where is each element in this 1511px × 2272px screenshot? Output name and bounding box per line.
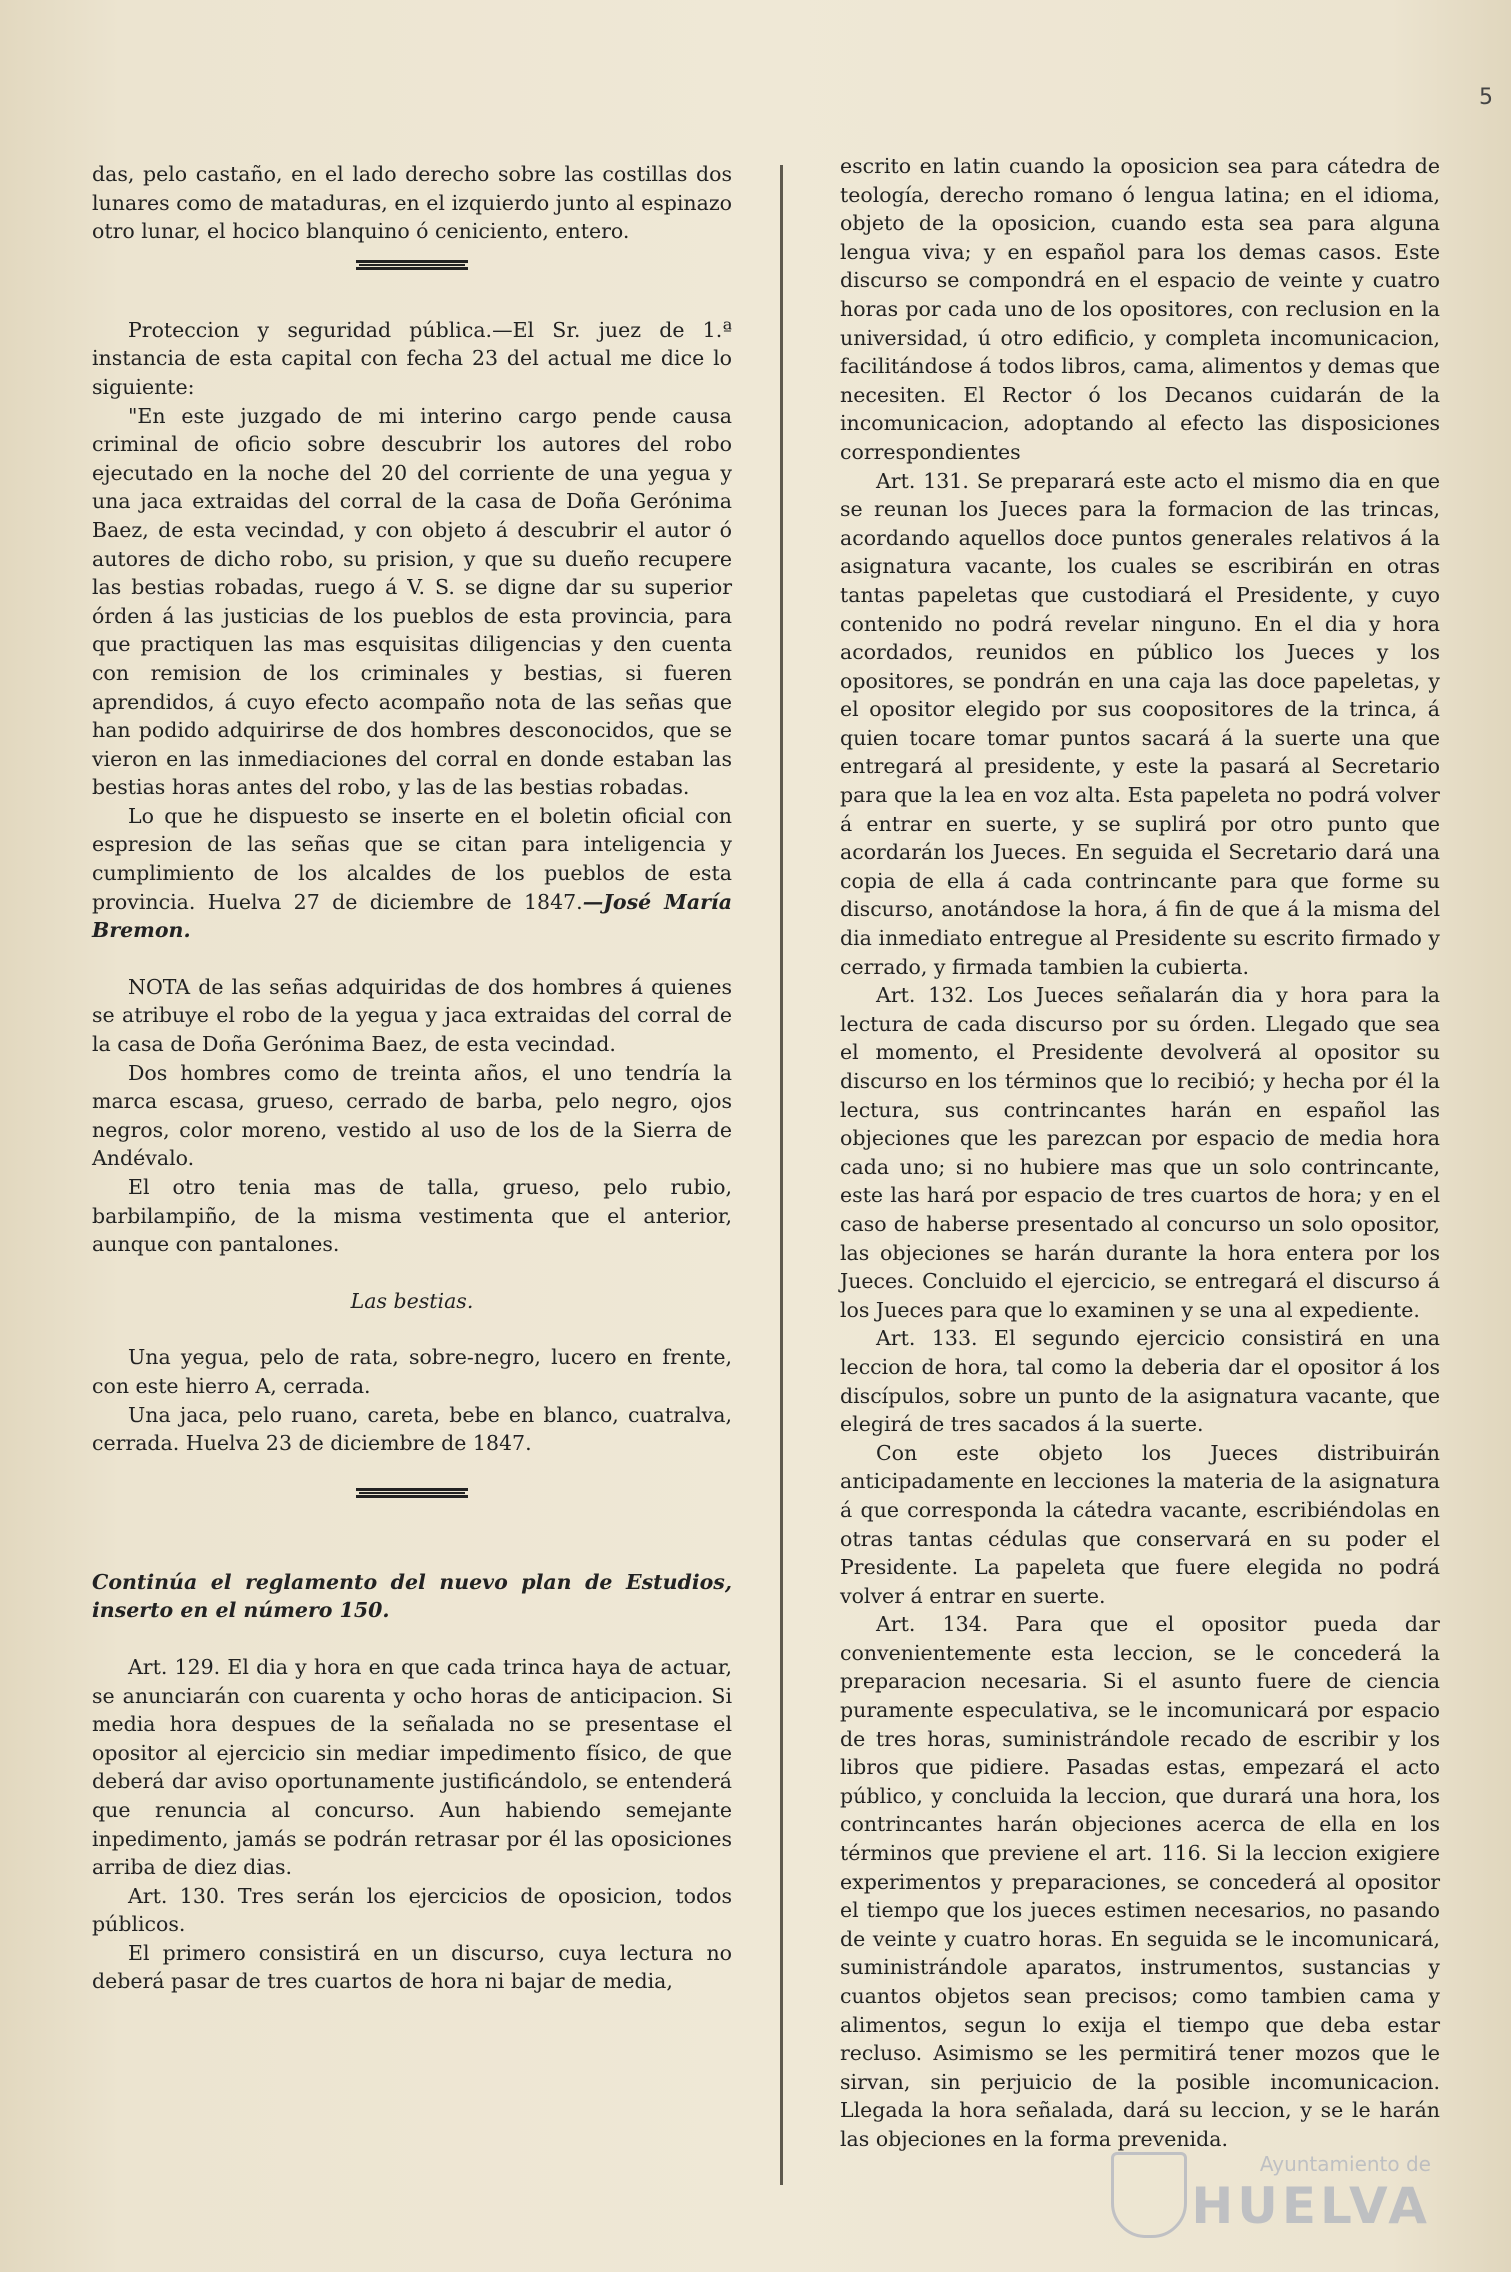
signature: —José María Bremon. bbox=[92, 889, 732, 943]
art130-number: Art. 130. bbox=[128, 1883, 226, 1908]
continuation-paragraph: escrito en latin cuando la oposicion sea para cátedra de teología, derecho romano ó lengua latina; en el idioma, objeto de la oposicion, cuando esta sea para alguna lengua viva; y en español para los demas casos. Este discurso se compondrá en el espacio de veinte y cuatro horas por cada uno de los opositores, con reclusion en la universidad, ú otro edificio, y completa incomunicacion, facilitándose á todos libros, cama, alimentos y demas que necesiten. El Rector ó los Decanos cuidarán de la incomunicacion, adoptando al efecto las disposiciones correspondientes bbox=[840, 154, 1440, 464]
nota-paragraph: NOTA de las señas adquiridas de dos hombres á quienes se atribuye el robo de la yegua y jaca extraidas del corral de la casa de Doña Gerónima Baez, de esta vecindad. bbox=[92, 974, 732, 1057]
shield-icon bbox=[1111, 2152, 1187, 2238]
quote-paragraph: "En este juzgado de mi interino cargo pende causa criminal de oficio sobre descubrir los autores del robo ejecutado en la noche del 20 del corriente de una yegua y una jaca extraidas del corral de la casa de Doña Gerónima Baez, de esta vecindad, y con objeto á descubrir el autor ó autores de dicho robo, su prision, y que su dueño recupere las bestias robadas, ruego á V. S. se digne dar su superior órden á las justicias de los pueblos de esta provincia, para que practiquen las mas esquisitas diligencias y den cuenta con remision de los criminales y bestias, si fueren aprendidos, á cuyo efecto acompaño nota de las señas que han podido adquirirse de dos hombres desconocidos, que se vieron en las inmediaciones del corral en donde estaban las bestias horas antes del robo, y las de las bestias robadas. bbox=[92, 403, 732, 800]
jaca-paragraph: Una jaca, pelo ruano, careta, bebe en blanco, cuatralva, cerrada. Huelva 23 de diciembre de 1847. bbox=[92, 1402, 732, 1456]
art133-number: Art. 133. bbox=[876, 1326, 978, 1351]
intro-paragraph: das, pelo castaño, en el lado derecho sobre las costillas dos lunares como de mataduras, en el izquierdo junto al espinazo otro lunar, el hocico blanquino ó ceniciento, entero. bbox=[92, 162, 732, 244]
art133-paragraph bbox=[840, 1324, 1440, 1438]
proteccion-paragraph bbox=[92, 316, 732, 402]
dispuesto-paragraph bbox=[92, 802, 732, 945]
proteccion-text: —El Sr. juez de 1.ª instancia de esta capital con fecha 23 del actual me dice lo siguiente: bbox=[92, 317, 732, 399]
art132-paragraph bbox=[840, 981, 1440, 1324]
right-column bbox=[840, 152, 1440, 2154]
watermark-small-text: Ayuntamiento de bbox=[1259, 2152, 1431, 2176]
art129-text: El dia y hora en que cada trinca haya de actuar, se anunciarán con cuarenta y ocho horas de anticipacion. Si media hora despues de la señalada no se presentase el opositor al ejercicio sin mediar impedimento físico, de que deberá dar aviso oportunamente justificándolo, se entenderá que renuncia al concurso. Aun habiendo semejante inpedimento, jamás se podrán retrasar por él las oposiciones arriba de diez dias. bbox=[92, 1654, 732, 1880]
primero-paragraph: El primero consistirá en un discurso, cuya lectura no deberá pasar de tres cuartos de hora ni bajar de media, bbox=[92, 1940, 732, 1994]
art132-number: Art. 132. bbox=[876, 983, 974, 1008]
art130-paragraph bbox=[92, 1882, 732, 1939]
continua-heading: Continúa el reglamento del nuevo plan de Estudios, inserto en el número 150. bbox=[92, 1569, 732, 1623]
art133-text: El segundo ejercicio consistirá en una leccion de hora, tal como la deberia dar el opositor á los discípulos, sobre un punto de la asignatura vacante, que elegirá de tres sacados á la suerte. bbox=[840, 1326, 1440, 1437]
otro-paragraph: El otro tenia mas de talla, grueso, pelo rubio, barbilampiño, de la misma vestimenta que el anterior, aunque con pantalones. bbox=[92, 1175, 732, 1257]
dispuesto-text: Lo que he dispuesto se inserte en el boletin oficial con espresion de las señas que se citan para inteligencia y cumplimiento de los alcaldes de los pueblos de esta provincia. Huelva 27 de diciembre de 1847. bbox=[92, 803, 732, 914]
section-divider bbox=[356, 260, 468, 270]
art134-paragraph bbox=[840, 1610, 1440, 2153]
art134-text: Para que el opositor pueda dar convenientemente esta leccion, se le concederá la preparacion necesaria. Si el asunto fuere de ciencia puramente especulativa, se le incomunicará por espacio de tres horas, suministrándole recado de escribir y los libros que pidiere. Pasadas estas, empezará el acto público, y concluida la leccion, que durará una hora, los contrincantes harán objeciones acerca de ella en los términos que previene el art. 116. Si la leccion exigiere experimentos y preparaciones, se concederá al opositor el tiempo que los jueces estimen necesarios, no pasando de veinte y cuatro horas. En seguida se le incomunicará, suministrándole aparatos, instrumentos, sustancias y cuantos objetos sean precisos; como tambien cama y alimentos, segun lo exija el tiempo que deba estar recluso. Asimismo se les permitirá tener mozos que le sirvan, sin perjuicio de la posible incomunicacion. Llegada la hora señalada, dará su leccion, y se le harán las objeciones en la forma prevenida. bbox=[840, 1612, 1440, 2151]
section-divider bbox=[356, 1488, 468, 1498]
art129-number: Art. 129. bbox=[128, 1654, 221, 1679]
left-column bbox=[92, 160, 732, 1996]
art134-number: Art. 134. bbox=[876, 1612, 989, 1637]
archive-watermark bbox=[1111, 2142, 1441, 2237]
proteccion-heading: Proteccion y seguridad pública. bbox=[128, 317, 493, 342]
art131-text: Se preparará este acto el mismo dia en que se reunan los Jueces para la formacion de las trincas, acordando aquellos doce puntos generales relativos á la asignatura vacante, los cuales se escribirán en otras tantas papeletas que custodiará el Presidente, y cuyo contenido no podrá revelar ninguno. En el dia y hora acordados, reunidos en público los Jueces y los opositores, se pondrán en una caja las doce papeletas, y el opositor elegido por sus coopositores de la trinca, á quien tocare tomar puntos sacará á la suerte una que entregará al presidente, y este la pasará al Secretario para que la lea en voz alta. Esta papeleta no podrá volver á entrar en suerte, y se suplirá por otro punto que acordarán los Jueces. En seguida el Secretario dará una copia de ella á cada contrincante para que forme su discurso, anotándose la hora, á fin de que á la misma del dia inmediato entregue al Presidente su escrito firmado y cerrado, y firmada tambien la cubierta. bbox=[840, 468, 1440, 979]
art131-number: Art. 131. bbox=[876, 468, 969, 493]
art129-paragraph bbox=[92, 1653, 732, 1882]
page-mark: 5 bbox=[1479, 85, 1493, 110]
bestias-heading: Las bestias. bbox=[350, 1288, 474, 1313]
watermark-big-text: HUELVA bbox=[1191, 2177, 1431, 2235]
yegua-paragraph: Una yegua, pelo de rata, sobre-negro, lucero en frente, con este hierro A, cerrada. bbox=[92, 1345, 732, 1398]
art130-text: Tres serán los ejercicios de oposicion, todos públicos. bbox=[92, 1883, 732, 1937]
art131-paragraph bbox=[840, 467, 1440, 982]
art132-text: Los Jueces señalarán dia y hora para la lectura de cada discurso por su órden. Llegado que sea el momento, el Presidente devolverá al opositor su discurso en los términos que lo recibió; y hecha por él la lectura, sus contrincantes harán en español las objeciones que les parezcan por espacio de media hora cada uno; si no hubiere mas que un solo contrincante, este las hará por espacio de tres cuartos de hora; y en el caso de haberse presentado al concurso un solo opositor, las objeciones se harán durante la hora entera por los Jueces. Concluido el ejercicio, se entregará el discurso á los Jueces para que lo examinen y se una al expediente. bbox=[840, 983, 1440, 1322]
dos-hombres-paragraph: Dos hombres como de treinta años, el uno tendría la marca escasa, grueso, cerrado de barba, pelo negro, ojos negros, color moreno, vestido al uso de los de la Sierra de Andévalo. bbox=[92, 1060, 732, 1171]
column-rule bbox=[780, 165, 783, 2185]
con-este-paragraph: Con este objeto los Jueces distribuirán anticipadamente en lecciones la materia de la asignatura á que corresponda la cátedra vacante, escribiéndolas en otras tantas cédulas que conservará en su poder el Presidente. La papeleta que fuere elegida no podrá volver á entrar en suerte. bbox=[840, 1440, 1440, 1608]
